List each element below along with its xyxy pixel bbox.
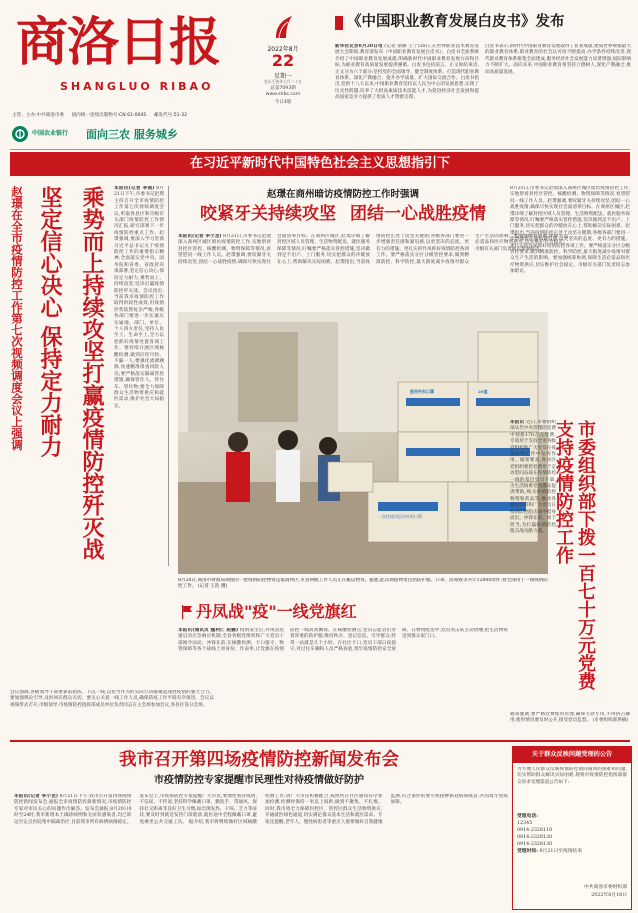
notice-date: 2022年8月18日 xyxy=(591,893,627,898)
meeting-body-text: 8月21日下午,市委书记赵璟主持召开全市疫情防控工作第七次视频调度会议,听取各县区和市级有关部门疫情防控工作情况汇报,研究部署下一步疫情防控重点工作。赵璟强调,要深入学习贯彻习近平总书记关于疫情防控工作的重要指示精神,全面落实党中央、国务院和省委、省政府决策部署,坚定信心决心,保持定力耐力,乘势而上、持续攻坚,坚决打赢疫情防控歼灭战。会议指出,当前我市疫情防控工作取得阶段性成效,但疫情形势依然复杂严峻,各级各部门要进一步压紧压实属地、部门、单位、个人四方责任,坚持人民至上、生命至上,全力以赴抓好疫情处置各项工作。要持续开展区域核酸检测,做到应检尽检、不漏一人;要强化流调溯源,快速精准排查风险人员;要严格落实隔离管控措施,确保管住人、管住车、管住物;要全力保障群众生活物资供应和就医需求,维护社会大局稳定。 xyxy=(114,186,164,409)
banner xyxy=(10,152,630,176)
feature-kicker: 赵璟在商州暗访疫情防控工作时强调 xyxy=(266,189,419,200)
fund-body xyxy=(510,420,556,710)
conference-body2: 据介绍,我市将继续做好区域核酸检测工作,请广大市民积极配合,按照所在社区通知有序参加检测,检测时保持一米以上间距,做到不聚集、不扎堆。同时,我市将全力保障封控区、管控区群众生活物资供应,开通就医绿色通道,切实满足群众基本生活和就医需求。专家还提醒,老年人、慢性病患者等重点人群要做好自我健康监测,符合条件的要尽快接种新冠病毒疫苗,共同筑牢免疫屏障。 xyxy=(188,794,508,825)
meeting-headline-1: 乘势而上持续攻坚打赢疫情防控歼灭战 xyxy=(79,186,104,560)
notice-phone-3[interactable]: 0914-2328120 xyxy=(517,835,553,840)
divider xyxy=(10,149,630,150)
date-weekday: 星期一 xyxy=(273,73,292,80)
notice-phone-4[interactable]: 0914-2328130 xyxy=(517,842,553,847)
masthead-info-line xyxy=(12,112,332,118)
notice-phones xyxy=(517,813,627,855)
meeting-byline: 本报讯(记者 李鸽) xyxy=(114,186,155,191)
fund-byline: 本报讯 xyxy=(510,420,525,425)
top-story xyxy=(335,6,631,148)
conference-body-text: 8月21日下午,我市召开第四场疫情防控新闻发布会,通报全市疫情防控最新情况,市疫情防控专家对市民关心的问题作出解答。发布会通报,8月20日0时至24时,我市新增本土确诊病例和无症状感染者,均已转运至定点医院集中隔离治疗,目前我市所有病例病情稳定。发布会上,市疫情防控专家提醒广大市民,要理性看待疫情,不信谣、不传谣,坚持科学佩戴口罩、勤洗手、常通风、保持社交距离等良好卫生习惯;如出现发热、干咳、乏力等症状,要及时到就近发热门诊就诊,就医途中全程佩戴口罩,避免乘坐公共交通工具。 xyxy=(14,794,257,825)
conference-byline: 本报讯(记者 李小龙) xyxy=(14,794,58,799)
notice-phone-label: 受理电话: xyxy=(517,813,538,819)
feature-byline: 本报讯(记者 李小龙) xyxy=(178,234,222,239)
photo-caption xyxy=(178,578,548,598)
post-code-text: 邮发代号:51-32 xyxy=(153,113,188,118)
date-year-month: 2022年8月 xyxy=(267,46,299,53)
fund-body-continued xyxy=(510,712,630,736)
conference-subheadline: 市疫情防控专家提醒市民理性对待疫情做好防护 xyxy=(154,775,364,786)
fund-body2: 通知强调,要严格党费使用管理,确保专款专用,不得挤占挪用,使用情况要及时公开,接受党员监督。 xyxy=(510,712,630,724)
bank-logo-icon xyxy=(12,126,28,142)
top-story-body: (记者 梁赫 王宁)20日,在世界职业技术教育发展大会期间,教育部发布《中国职业教育发展白皮书》。白皮书全面系统介绍了中国职业教育发展成就,明确新时代中国职业教育发展方向和目标,为职业教育高质量发展提供遵循。白皮书包括前言、正文和结束语,正文分为六个部分:坚持党的全面领导、健全制度体系、打造现代职业教育体系、深化产教融合、提升办学质量、扩大国际交流合作。白皮书指出,党的十八大以来,中国职业教育坚持以人民为中心的发展思想,实现了历史性跨越,培养了大批高素质技术技能人才,为促进经济社会发展和提高国家竞争力提供了优质人才资源支撑。 xyxy=(335,44,479,101)
front-line-byline: 本报讯(通讯员 魏利仁 赵鹏) xyxy=(178,628,239,633)
date-box xyxy=(240,14,326,110)
cn-code-text: 国内统一连续出版物号:CN 61-0045 xyxy=(71,113,147,118)
front-line-body-text: 疫情发生后,丹凤县迅速启动应急响应机制,全县各级党组织和广大党员干部闻令而动、冲锋在前,在核酸检测、卡口值守、物资保障等各个战线上亮身份、作表率,让党旗在疫情防控一线高高飘扬。在核酸检测点,党员志愿者们穿着厚重的防护服,维持秩序、登记信息、引导群众,经常一站就是几个小时。在社区卡口,党员干部日夜值守,对过往车辆和人员严格查验,筑牢疫情防控安全屏障。在物资配送中,党员突击队主动请缨,把生活物资送到群众家门口。 xyxy=(178,628,508,653)
fund-body-text: 近日,市委组织部从代中央管理的党费中划拨170万元党费,专项用于支持全市各级党组织和广大党员在疫情防控工作中发挥作用。通知要求,各县区党组织要把党费用于走访慰问奋战在疫情防控一线的基层党员干部,为生活困难党员群众提供帮助,购买疫情防控物资和药品等,推动各级党组织和广大党员在疫情防控阻击战中挺身而出、冲锋在前、勇于担当,为打赢疫情防控阻击战贡献力量。 xyxy=(510,420,556,534)
masthead-logo: 商洛日报 xyxy=(16,12,221,73)
notice-header xyxy=(513,747,631,763)
notice-box xyxy=(512,746,632,910)
meeting-vertical-title: 赵璟在全市疫情防控工作第七次视频调度会议上强调 xyxy=(10,186,24,451)
meeting-headline-2: 坚定信心决心 保持定力耐力 xyxy=(37,186,62,458)
date-pages: 今日4版 xyxy=(274,100,292,105)
notice-time-label: 受理时间: xyxy=(517,848,538,854)
box-label-2: 一次性使用医用外科口罩 xyxy=(378,514,422,519)
bank-ad xyxy=(12,124,332,146)
top-story-marker-icon xyxy=(335,16,343,30)
notice-signer: 中共商洛市委组织部 xyxy=(583,885,627,890)
conference-body xyxy=(14,794,508,908)
feature-side-text: 8月21日,市委书记赵璟深入商州区城区暗访疫情防控工作,实地察看封控区管控、核酸检测、物资保障等情况,看望慰问一线工作人员。赵璟强调,要咬紧牙关持续攻坚,团结一心战胜疫情,确保尽快实现社会面清零目标。在商州区城区,赵璟详细了解封控区域人员管理、生活物资配送、就医服务保障等情况,叮嘱要严格落实管控措施,坚决做到足不出户、上门服务,切实把群众的冷暖放在心上,帮助解决实际困难。赵璟指出,当前疫情防控正处于攻坚关键期,各级各部门要进一步增强责任感和紧迫感,以更坚决的态度、更有力的措施、更扎实的作风抓好疫情防控各项工作。要严格落实分区分级管控要求,做到精准防控、科学防控,最大限度减少疫情对群众生产生活的影响。要加强统筹协调,保障生活必需品和医疗物资供应,切实维护社会稳定。市级有关部门负责同志参加暗访。 xyxy=(510,186,630,275)
bank-slogan: 面向三农 服务城乡 xyxy=(86,128,178,141)
meeting-body-continued: 会议强调,各级领导干部要靠前指挥、下沉一线,以担当作为的实际行动凝聚起战胜疫情的强大合力。要加强舆论引导,及时回应群众关切。要关心关爱一线工作人员,确保防疫工作平稳有序推进。会议以视频形式召开,市级领导,市疫情防控指挥部成员单位负责同志在主会场参加会议,各县区设分会场。 xyxy=(10,690,214,708)
notice-time: 8月21日至疫情结束 xyxy=(539,849,583,854)
notice-title: 关于群众反映问题受理的公告 xyxy=(531,751,613,758)
news-photo xyxy=(178,312,548,574)
front-line-body xyxy=(178,628,508,736)
photo-caption-text: 8月20日,商洛市财政局调拨的一批疫情防控物资运抵商州区,市县两级工作人员正在搬运物资。据悉,此次调拨物资包括防护服、口罩、消毒液等共计12000余件,将全部用于一线疫情防控工作。 xyxy=(178,578,548,590)
feature-body-text: 8月21日,市委书记赵璟深入商州区城区暗访疫情防控工作,实地察看封控区管控、核酸检测、物资保障等情况,看望慰问一线工作人员。赵璟强调,要咬紧牙关持续攻坚,团结一心战胜疫情,确保尽快实现社会面清零目标。在商州区城区,赵璟详细了解封控区域人员管理、生活物资配送、就医服务保障等情况,叮嘱要严格落实管控措施,坚决做到足不出户、上门服务,切实把群众的冷暖放在心上,帮助解决实际困难。赵璟指出,当前疫情防控正处于攻坚关键期,各级各部门要进一步增强责任感和紧迫感,以更坚决的态度、更有力的措施、更扎实的作风抓好疫情防控各项工作。要严格落实分区分级管控要求,做到精准防控、科学防控,最大限度减少疫情对群众生产生活的影响。要加强统筹协调,保障生活必需品和医疗物资供应,切实维护社会稳定。市级有关部门负责同志参加暗访。 xyxy=(178,234,568,265)
photo-scene xyxy=(178,312,548,574)
date-day: 22 xyxy=(271,51,295,70)
front-line-headline: 丹凤战"疫"一线党旗红 xyxy=(196,602,357,621)
fund-vertical-title: 市委组织部下拨一百七十万元党费支持疫情防控工作 xyxy=(553,420,596,690)
divider xyxy=(10,740,630,742)
masthead-pinyin: SHANGLUO RIBAO xyxy=(60,80,214,93)
notice-phone-2[interactable]: 0914-2328110 xyxy=(517,828,553,833)
conference-headline: 我市召开第四场疫情防控新闻发布会 xyxy=(119,750,399,770)
date-emblem-icon xyxy=(270,14,296,40)
meeting-body xyxy=(114,186,164,656)
notice-phone-1[interactable]: 12345 xyxy=(517,821,533,826)
front-line-flag-icon xyxy=(182,604,192,618)
box-count: 20盒 xyxy=(478,389,488,394)
sponsor-text: 主管、主办:中共商洛市委 xyxy=(12,113,65,118)
date-lunar: 农历壬寅年七月二十五 xyxy=(264,79,302,84)
box-label: 医用外科口罩 xyxy=(410,389,434,394)
notice-body: 为方便人民群众反映疫情防控期间遇到的困难和问题,切实帮助群众解决实际困难,现将市疫情防控指挥部群众诉求受理渠道公告如下: xyxy=(517,767,627,785)
banner-text: 在习近平新时代中国特色社会主义思想指引下 xyxy=(189,156,450,171)
bank-name: 中国农业银行 xyxy=(32,130,69,137)
feature-headline: 咬紧牙关持续攻坚 团结一心战胜疫情 xyxy=(200,204,486,224)
photo-credit: (记者 王浩 摄) xyxy=(197,584,228,590)
date-website[interactable]: www.slrbs.com xyxy=(265,92,301,97)
top-story-body2: 白皮书表示,新时代中国职业教育发展取得了显著成就,建成世界规模最大的职业教育体系,职业教育的社会认可度不断提高,办学条件持续改善,现代职业教育体系框架全面建成,服务经济社会发展能力显著增强,国际影响力不断扩大。面向未来,中国职业教育将坚持立德树人,深化产教融合,推动高质量发展。 xyxy=(485,44,631,75)
fund-credit: (市委组织部供稿) xyxy=(592,718,629,724)
divider xyxy=(168,186,169,566)
date-issue: 总第7093期 xyxy=(270,86,296,91)
top-story-dateline: 新华社北京8月20日电 xyxy=(335,44,383,49)
top-story-title: 《中国职业教育发展白皮书》发布 xyxy=(347,14,565,30)
